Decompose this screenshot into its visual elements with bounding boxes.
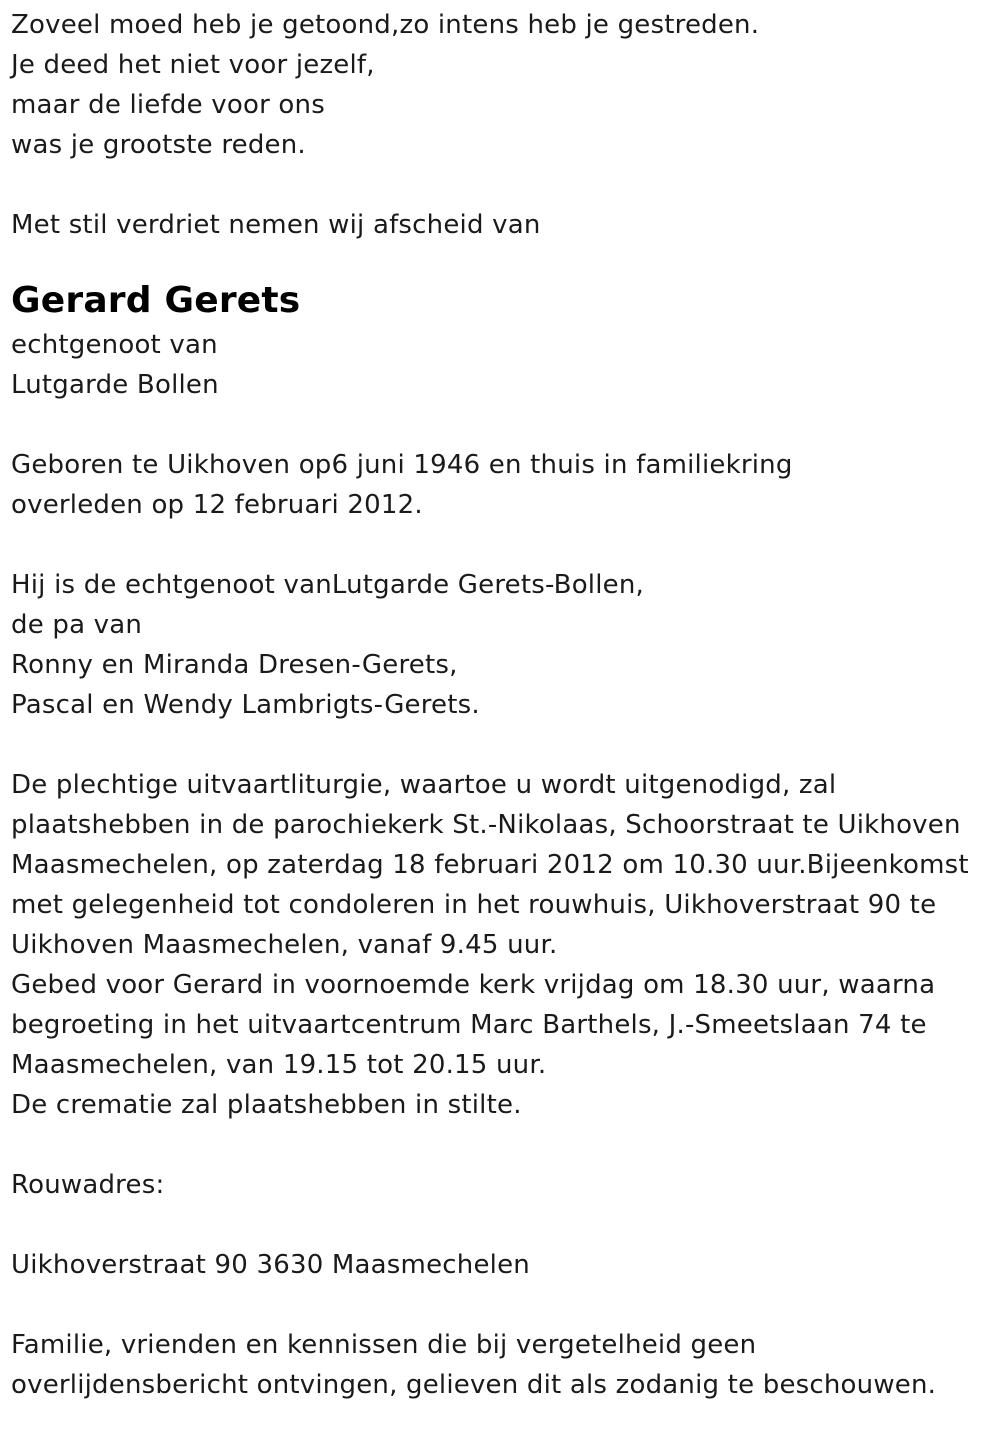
- ceremony-block: [11, 765, 991, 1125]
- ceremony-line: Uikhoven Maasmechelen, vanaf 9.45 uur.: [11, 930, 558, 960]
- deceased-name: Gerard Gerets: [11, 280, 301, 321]
- closing-line: Familie, vrienden en kennissen die bij vergetelheid geen: [11, 1330, 757, 1360]
- ceremony-line: De plechtige uitvaartliturgie, waartoe u wordt uitgenodigd, zal: [11, 770, 837, 800]
- closing-block: [11, 1325, 991, 1405]
- address-value: Uikhoverstraat 90 3630 Maasmechelen: [11, 1250, 530, 1280]
- poem-line: Je deed het niet voor jezelf,: [11, 50, 375, 80]
- family-block: [11, 565, 991, 725]
- ceremony-line: begroeting in het uitvaartcentrum Marc Barthels, J.-Smeetslaan 74 te: [11, 1010, 927, 1040]
- family-line: de pa van: [11, 610, 143, 640]
- spouse-line: echtgenoot van: [11, 330, 218, 360]
- spacer: [11, 1285, 991, 1325]
- ceremony-line: Maasmechelen, van 19.15 tot 20.15 uur.: [11, 1050, 547, 1080]
- address-label: Rouwadres:: [11, 1170, 165, 1200]
- poem-line: maar de liefde voor ons: [11, 90, 325, 120]
- birth-death-line: overleden op 12 februari 2012.: [11, 490, 423, 520]
- spacer: [11, 165, 991, 205]
- ceremony-line: De crematie zal plaatshebben in stilte.: [11, 1090, 522, 1120]
- farewell-text: Met stil verdriet nemen wij afscheid van: [11, 210, 541, 240]
- spacer: [11, 1205, 991, 1245]
- birth-death-line: Geboren te Uikhoven op6 juni 1946 en thuis in familiekring: [11, 450, 793, 480]
- spouse-block: [11, 325, 991, 405]
- ceremony-line: Gebed voor Gerard in voornoemde kerk vrijdag om 18.30 uur, waarna: [11, 970, 936, 1000]
- family-line: Ronny en Miranda Dresen-Gerets,: [11, 650, 458, 680]
- family-line: Hij is de echtgenoot vanLutgarde Gerets-Bollen,: [11, 570, 644, 600]
- spacer: [11, 525, 991, 565]
- spacer: [11, 405, 991, 445]
- closing-line: overlijdensbericht ontvingen, gelieven dit als zodanig te beschouwen.: [11, 1370, 937, 1400]
- poem-line: was je grootste reden.: [11, 130, 306, 160]
- poem: [11, 5, 991, 165]
- family-line: Pascal en Wendy Lambrigts-Gerets.: [11, 690, 480, 720]
- ceremony-line: Maasmechelen, op zaterdag 18 februari 2012 om 10.30 uur.Bijeenkomst: [11, 850, 969, 880]
- spacer: [11, 725, 991, 765]
- spacer: [11, 1125, 991, 1165]
- birth-death-block: [11, 445, 991, 525]
- spouse-line: Lutgarde Bollen: [11, 370, 219, 400]
- obituary-notice: [11, 5, 991, 1405]
- ceremony-line: plaatshebben in de parochiekerk St.-Nikolaas, Schoorstraat te Uikhoven: [11, 810, 961, 840]
- poem-line: Zoveel moed heb je getoond,zo intens heb je gestreden.: [11, 10, 760, 40]
- ceremony-line: met gelegenheid tot condoleren in het rouwhuis, Uikhoverstraat 90 te: [11, 890, 937, 920]
